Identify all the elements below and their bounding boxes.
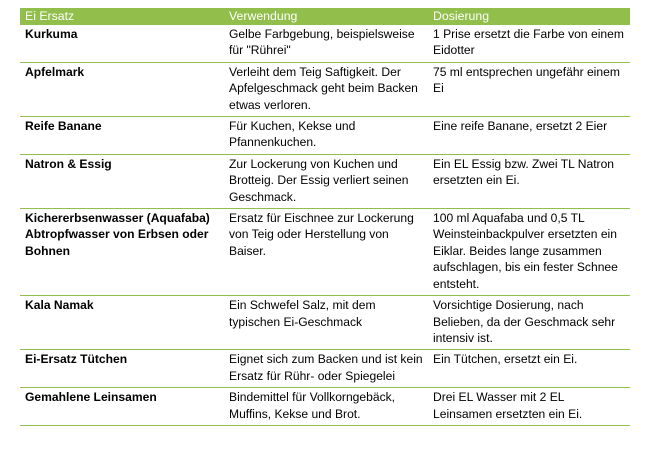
cell-verwendung: Ein Schwefel Salz, mit dem typischen Ei-Geschmack bbox=[224, 296, 428, 350]
cell-dosierung: 1 Prise ersetzt die Farbe von einem Eidotter bbox=[428, 25, 630, 62]
table-row bbox=[20, 296, 630, 350]
column-header-verwendung: Verwendung bbox=[229, 9, 298, 23]
cell-ersatz: Kichererbsenwasser (Aquafaba) Abtropfwasser von Erbsen oder Bohnen bbox=[20, 209, 224, 296]
cell-dosierung: 100 ml Aquafaba und 0,5 TL Weinsteinbackpulver ersetzten ein Eiklar. Beides lange zusammen aufschlagen, bis ein fester Schnee entsteht. bbox=[428, 209, 630, 296]
cell-dosierung: Drei EL Wasser mit 2 EL Leinsamen ersetzten ein Ei. bbox=[428, 388, 630, 426]
cell-dosierung: Ein EL Essig bzw. Zwei TL Natron ersetzten ein Ei. bbox=[428, 154, 630, 208]
cell-verwendung: Zur Lockerung von Kuchen und Brotteig. Der Essig verliert seinen Geschmack. bbox=[224, 154, 428, 208]
cell-verwendung: Bindemittel für Vollkorngebäck, Muffins, Kekse und Brot. bbox=[224, 388, 428, 426]
table-row bbox=[20, 25, 630, 62]
column-header-ersatz: Ei Ersatz bbox=[25, 9, 75, 23]
table-row bbox=[20, 62, 630, 116]
cell-ersatz: Reife Banane bbox=[20, 117, 224, 155]
cell-verwendung: Für Kuchen, Kekse und Pfannenkuchen. bbox=[224, 117, 428, 155]
cell-dosierung: Ein Tütchen, ersetzt ein Ei. bbox=[428, 350, 630, 388]
cell-ersatz: Kurkuma bbox=[20, 25, 224, 62]
cell-verwendung: Gelbe Farbgebung, beispielsweise für "Rührei" bbox=[224, 25, 428, 62]
table-row bbox=[20, 154, 630, 208]
cell-dosierung: Vorsichtige Dosierung, nach Belieben, da der Geschmack sehr intensiv ist. bbox=[428, 296, 630, 350]
cell-ersatz: Ei-Ersatz Tütchen bbox=[20, 350, 224, 388]
table-header-row bbox=[20, 8, 630, 25]
table-row bbox=[20, 117, 630, 155]
cell-dosierung: Eine reife Banane, ersetzt 2 Eier bbox=[428, 117, 630, 155]
column-header-dosierung: Dosierung bbox=[433, 9, 490, 23]
cell-verwendung: Eignet sich zum Backen und ist kein Ersatz für Rühr- oder Spiegelei bbox=[224, 350, 428, 388]
cell-ersatz: Apfelmark bbox=[20, 62, 224, 116]
egg-substitute-table bbox=[20, 8, 630, 426]
cell-dosierung: 75 ml entsprechen ungefähr einem Ei bbox=[428, 62, 630, 116]
cell-verwendung: Verleiht dem Teig Saftigkeit. Der Apfelgeschmack geht beim Backen etwas verloren. bbox=[224, 62, 428, 116]
table-row bbox=[20, 350, 630, 388]
cell-verwendung: Ersatz für Eischnee zur Lockerung von Teig oder Herstellung von Baiser. bbox=[224, 209, 428, 296]
cell-ersatz: Natron & Essig bbox=[20, 154, 224, 208]
table-row bbox=[20, 388, 630, 426]
cell-ersatz: Gemahlene Leinsamen bbox=[20, 388, 224, 426]
table-row bbox=[20, 209, 630, 296]
cell-ersatz: Kala Namak bbox=[20, 296, 224, 350]
